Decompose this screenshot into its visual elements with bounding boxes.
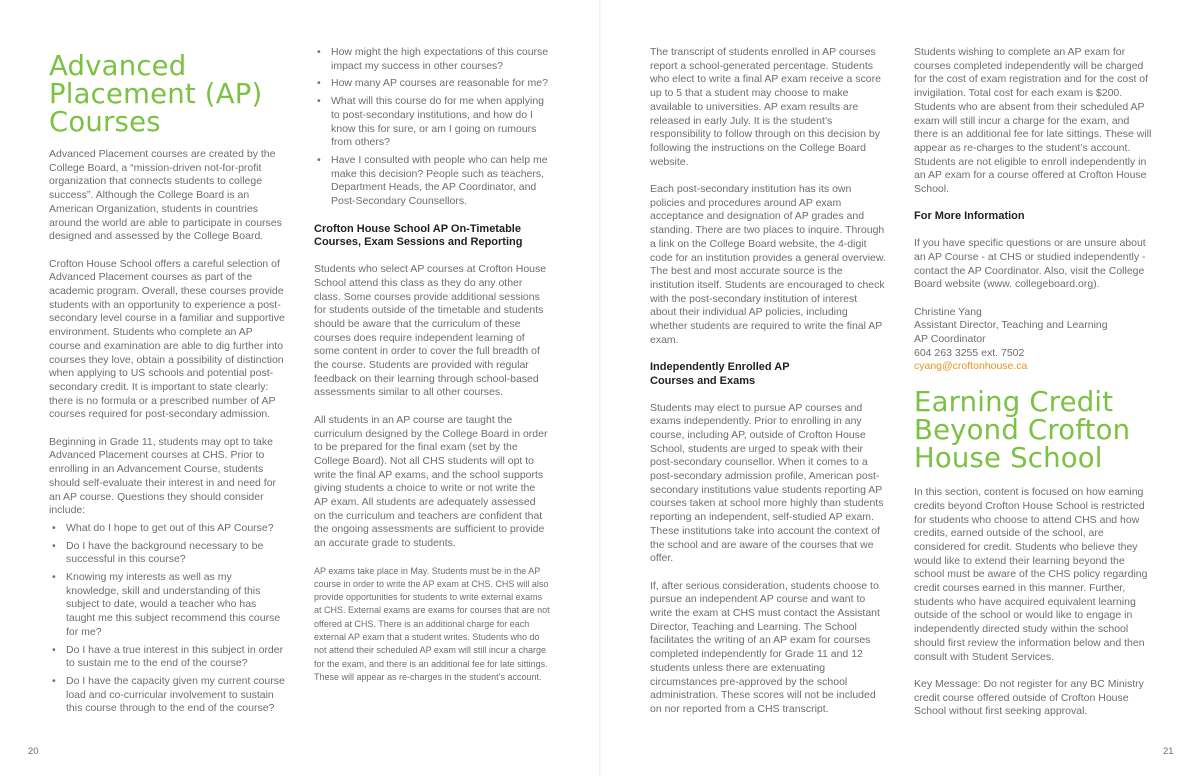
contact-email-link[interactable]: cyang@croftonhouse.ca bbox=[914, 360, 1028, 373]
section-heading: Crofton House School AP On-Timetable Courses, Exam Sessions and Reporting bbox=[314, 222, 523, 249]
contact-name: Christine Yang bbox=[914, 305, 982, 318]
list-item: • Do I have the capacity given my current course load and co-curricular involvement to sustain this course through to the end of the course? bbox=[49, 675, 285, 716]
paragraph: Beginning in Grade 11, students may opt to take Advanced Placement courses at CHS. Prior to enrolling in an Advancement Course, students should self-evaluate their interest in and need for an AP course. Questions they should consider include: bbox=[49, 435, 277, 517]
paragraph: The transcript of students enrolled in AP courses report a school-generated percentage. Students who elect to write a final AP exam receive a score up to 5 that a student may choose to make available to universities. AP exam results are released in early July. It is the student’s responsibility to follow through on this decision by following the instructions on the College Board website. bbox=[650, 46, 881, 168]
list-item: • How many AP courses are reasonable for me? bbox=[314, 77, 550, 91]
question-list bbox=[49, 522, 285, 716]
list-item: • Knowing my interests as well as my knowledge, skill and understanding of this subject to date, would a teacher who has taught me this subject recommend this course for me? bbox=[49, 571, 285, 640]
contact-role: AP Coordinator bbox=[914, 333, 986, 346]
paragraph: Students wishing to complete an AP exam for courses completed independently will be charged for the cost of exam registration and for the cost of invigilation. Total cost for each exam is $200. Students who are absent from their scheduled AP exam will still incur a charge for the exam, and there is an additional fee for late sittings. These will appear as re-charges to the student’s account. Students are not eligible to enroll independently in an AP exam for a course offered at Crofton House School. bbox=[914, 46, 1152, 196]
question-list-continued bbox=[314, 46, 550, 209]
paragraph: If, after serious consideration, students choose to pursue an independent AP course and want to write the exam at CHS must contact the Assistant Director, Teaching and Learning. The School facilitates the writing of an AP exam for courses completed independently for Grade 11 and 12 students unless there are extenuating circumstances pre-approved by the school administration. These scores will not be included on nor reported from a CHS transcript. bbox=[650, 579, 880, 715]
contact-title: Assistant Director, Teaching and Learning bbox=[914, 319, 1108, 332]
right-page-column-2 bbox=[914, 46, 1152, 733]
list-item: • What do I hope to get out of this AP Course? bbox=[49, 522, 285, 536]
contact-block bbox=[914, 306, 1152, 375]
paragraph: Students may elect to pursue AP courses and exams independently. Prior to enrolling in any course, including AP, outside of Crofton House School, students are urged to speak with their post-secondary counsellor. When it comes to a post-secondary admission profile, American post-secondary institutions value students reporting AP courses taken at school more highly than students reporting an independent, self-studied AP exam. These institutions take into account the context of the school and are aware of the courses that we offer. bbox=[650, 401, 884, 565]
paragraph: Students who select AP courses at Crofton House School attend this class as they do any other class. Some courses provide additional sessions for students outside of the timetable and students should be aware that the curriculum of these courses does require independent learning of some content in order to cover the full breadth of the course. Students are provided with regular feedback on their learning through school-based assessments similar to all other courses. bbox=[314, 263, 547, 399]
paragraph: Each post-secondary institution has its own policies and procedures around AP exam acceptance and designation of AP grades and standing. There are two places to inquire. Through a link on the College Board website, the 4-digit code for an institution provides a general overview. The best and most accurate source is the institution itself. Students are encouraged to check with the post-secondary institution of interest about their individual AP policies, including whether students are required to write the final AP exam. bbox=[650, 183, 886, 346]
small-print-paragraph: AP exams take place in May. Students must be in the AP course in order to write the AP exam at CHS. CHS will also provide opportunities for students to write external exams at CHS. External exams are exams for courses that are not offered at CHS. There is an additional charge for each external AP exam that a student writes. Students who do not attend their scheduled AP exam will still incur a charge for the exam, and there is an additional fee for late sittings. These will appear as re-charges in the student’s account. bbox=[314, 565, 550, 682]
list-item: • Have I consulted with people who can help me make this decision? People such as teachers, Department Heads, the AP Coordinator, and Post-Secondary Counsellors. bbox=[314, 154, 550, 209]
paragraph: Crofton House School offers a careful selection of Advanced Placement courses as part of the academic program. Overall, these courses provide students with an opportunity to experience a post-secondary level course in a familiar and supportive environment. Students who complete an AP course and examination are able to dig further into courses they love, obtain a possibility of distinction when applying to US schools and potential post-secondary credit. It is important to state clearly: there is no formula or a prescribed number of AP courses required for post-secondary admission. bbox=[49, 257, 285, 421]
section-title: Earning Credit Beyond Crofton House School bbox=[914, 386, 1131, 475]
paragraph: In this section, content is focused on how earning credits beyond Crofton House School is restricted for students who choose to attend CHS and how credits, earned outside of the school, are considered for credit. Students who believe they would like to extend their learning beyond the school must be aware of the CHS policy regarding credit courses earned in this manner. Further, students who have acquired equivalent learning outside of the school or would like to engage in independently directed study within the school should first review the information below and then consult with Student Services. bbox=[914, 486, 1148, 663]
section-heading: For More Information bbox=[914, 210, 1025, 223]
section-heading: Independently Enrolled AP Courses and Exams bbox=[650, 361, 790, 387]
key-message: Key Message: Do not register for any BC Ministry credit course offered outside of Crofton House School without first seeking approval. bbox=[914, 677, 1144, 718]
left-page-column-1 bbox=[49, 46, 285, 720]
page-title: Advanced Placement (AP) Courses bbox=[49, 50, 263, 138]
paragraph: If you have specific questions or are unsure about an AP Course - at CHS or studied independently - contact the AP Coordinator. Also, visit the College Board website (www. collegeboard.org). bbox=[914, 237, 1146, 291]
list-item: • Do I have a true interest in this subject in order to sustain me to the end of the course? bbox=[49, 644, 285, 671]
paragraph: All students in an AP course are taught the curriculum designed by the College Board in order to be prepared for the final exam (set by the College Board). Not all CHS students will opt to write the final AP exams, and the school supports giving students a choice to write or not write the AP exam. All students are adequately assessed on the curriculum and teachers are confident that the ongoing assessments are sufficient to provide an accurate grade to students. bbox=[314, 413, 548, 550]
page-number-left: 20 bbox=[28, 746, 39, 757]
intro-paragraph: Advanced Placement courses are created by the College Board, a “mission-driven not-for-profit organization that connects students to college success”. Although the College Board is an American Organization, students in countries around the world are able to participate in courses designed and assessed by the College Board. bbox=[49, 148, 282, 243]
contact-phone: 604 263 3255 ext. 7502 bbox=[914, 346, 1025, 359]
list-item: • What will this course do for me when applying to post-secondary institutions, and how do I know this for sure, or am I going on rumours from others? bbox=[314, 95, 550, 150]
list-item: • How might the high expectations of this course impact my success in other courses? bbox=[314, 46, 550, 73]
page-spine bbox=[599, 0, 601, 776]
list-item: • Do I have the background necessary to be successful in this course? bbox=[49, 540, 285, 567]
page-number-right: 21 bbox=[1163, 746, 1174, 757]
left-page-column-2 bbox=[314, 46, 550, 698]
right-page-column-1 bbox=[650, 46, 886, 730]
